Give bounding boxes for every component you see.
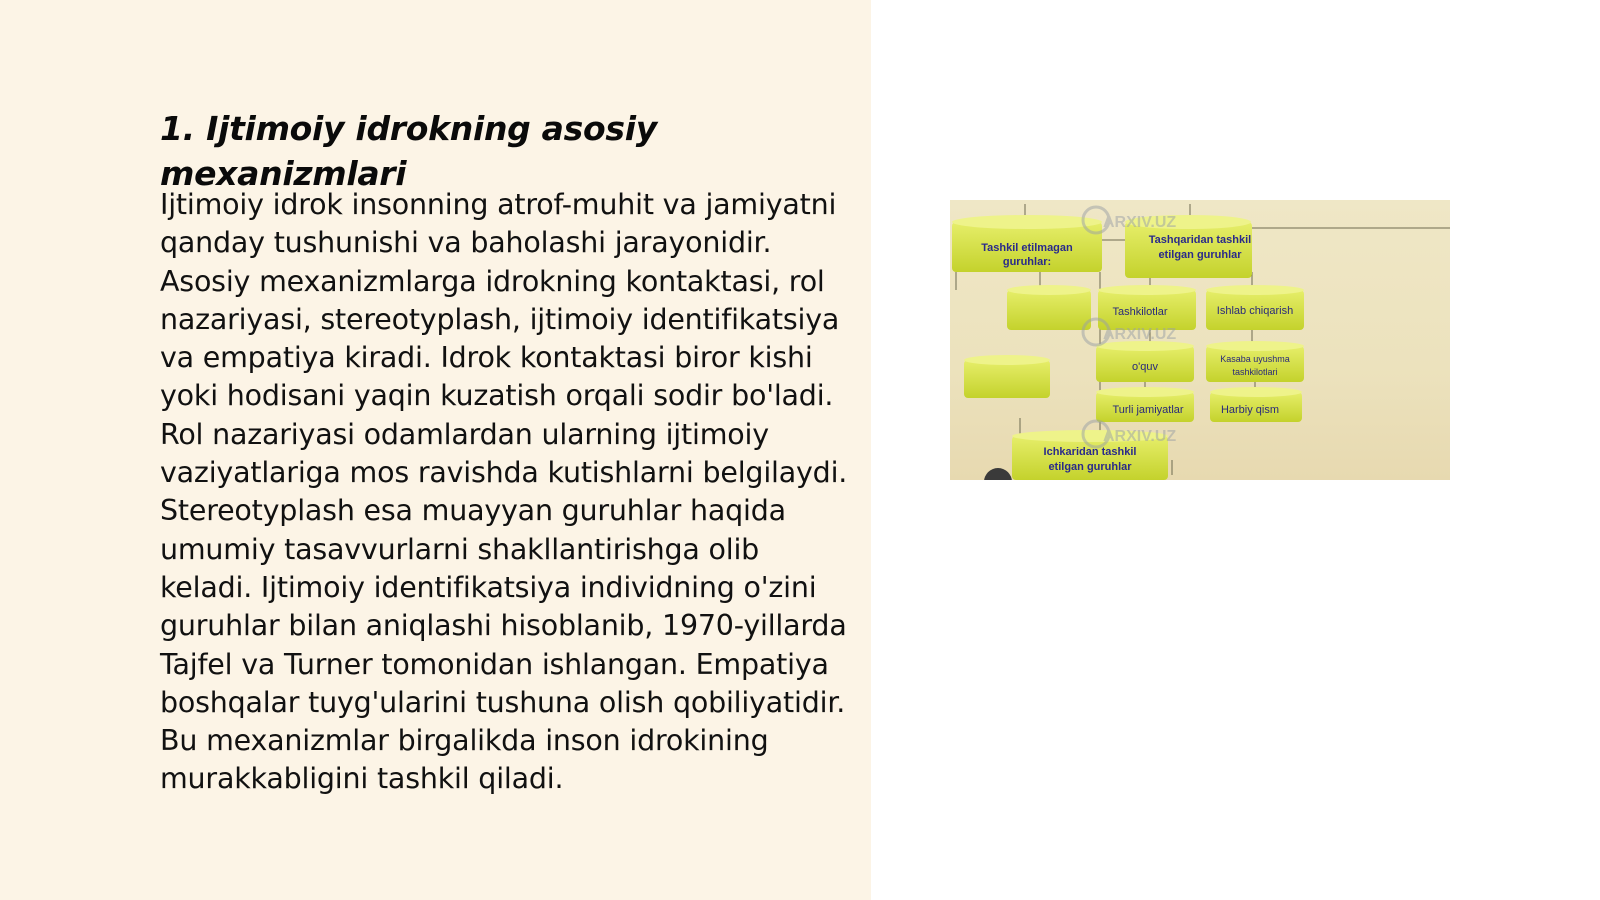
node-label: Turli jamiyatlar xyxy=(1112,404,1184,416)
node-label: guruhlar: xyxy=(1002,256,1052,268)
node-production xyxy=(1206,285,1304,330)
node-label: Ichkaridan tashkil xyxy=(1043,446,1137,458)
slide-body-text: Ijtimoiy idrok insonning atrof-muhit va jamiyatni qanday tushunishi va baholashi jarayonidir. Asosiy mexanizmlarga idrokning kontaktasi, rol nazariyasi, stereotyplash, ijtimoiy identifikatsiya va empatiya kiradi. Idrok kontaktasi biror kishi yoki hodisani yaqin kuzatish orqali sodir bo'ladi. Rol nazariyasi odamlardan ularning ijtimoiy vaziyatlariga mos ravishda kutishlarni belgilaydi. Stereotyplash esa muayyan guruhlar haqida umumiy tasavvurlarni shakllantirishga olib keladi. Ijtimoiy identifikatsiya individning o'zini guruhlar bilan aniqlashi hisoblanib, 1970-yillarda Tajfel va Turner tomonidan ishlangan. Empatiya boshqalar tuyg'ularini tushuna olish qobiliyatidir. Bu mexanizmlar birgalikda inson idrokining murakkabligini tashkil qiladi. xyxy=(160,188,848,796)
node-label: Ishlab chiqarish xyxy=(1216,305,1294,317)
node-label: tashkilotlari xyxy=(1232,367,1278,377)
watermark-text: ARXIV.UZ xyxy=(1103,214,1177,231)
node-trade-unions xyxy=(1206,341,1304,382)
group-types-diagram xyxy=(950,200,1450,480)
node-label: Harbiy qism xyxy=(1220,404,1280,416)
node-label: o'quv xyxy=(1132,361,1158,373)
watermark-text: ARXIV.UZ xyxy=(1103,326,1177,343)
node-label: Tashqaridan tashkil xyxy=(1148,234,1252,246)
node-study xyxy=(1096,341,1194,382)
node-label: Tashkilotlar xyxy=(1112,306,1168,318)
node-blank-1 xyxy=(1007,285,1091,330)
node-organizations xyxy=(1098,285,1196,330)
diagram-svg xyxy=(950,200,1450,480)
node-blank-2 xyxy=(964,355,1050,398)
node-military xyxy=(1210,387,1302,422)
slide-title: 1. Ijtimoiy idrokning asosiy mexanizmlari xyxy=(160,109,657,193)
node-label: etilgan guruhlar xyxy=(1048,461,1132,473)
node-label: Tashkil etilmagan xyxy=(981,242,1073,254)
corner-dot xyxy=(984,468,1012,480)
node-label: Kasaba uyushma xyxy=(1220,354,1290,364)
node-unorganized-groups xyxy=(952,215,1102,272)
watermark-text: ARXIV.UZ xyxy=(1103,428,1177,445)
node-societies xyxy=(1096,387,1194,422)
node-label: etilgan guruhlar xyxy=(1158,249,1242,261)
